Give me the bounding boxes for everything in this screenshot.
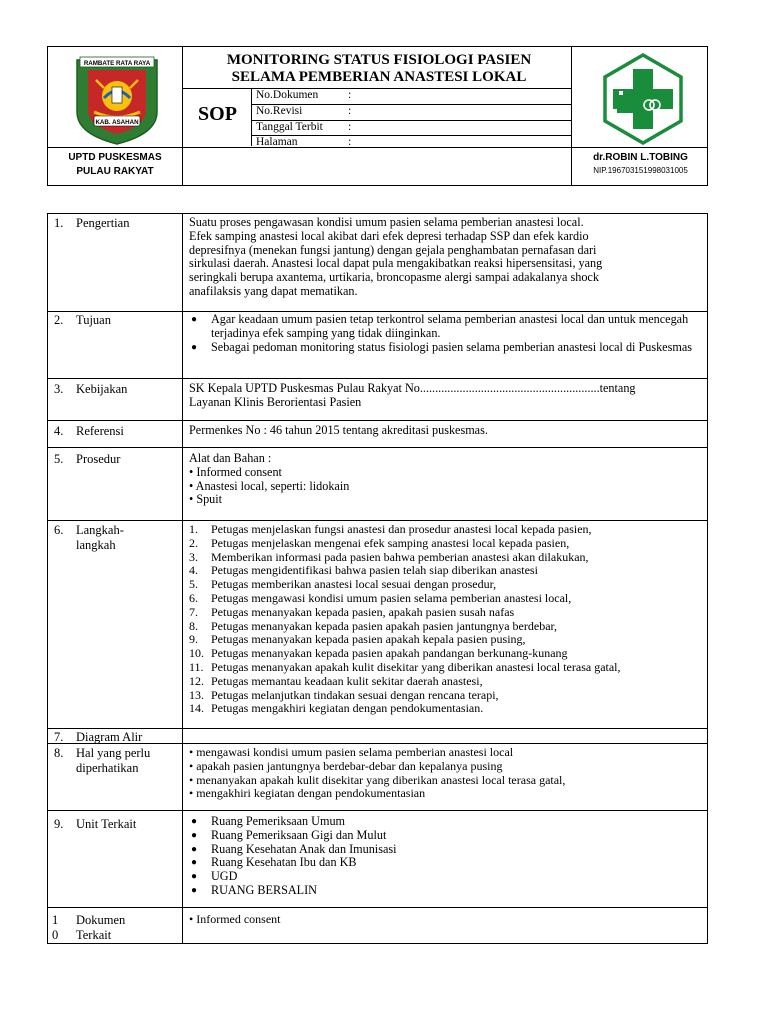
section-title: Tujuan xyxy=(76,313,111,327)
section-label-langkah xyxy=(54,523,180,552)
sop-body-table xyxy=(47,213,708,944)
bullet-item xyxy=(189,856,705,870)
section-title: Referensi xyxy=(76,424,124,438)
meta-key: Halaman xyxy=(256,136,298,148)
list-item: • menanyakan apakah kulit disekitar yang diberikan anastesi local terasa gatal, xyxy=(189,772,566,787)
sop-label: SOP xyxy=(198,103,237,125)
bullet-icon: ● xyxy=(191,816,198,827)
bullet-text: Ruang Pemeriksaan Umum xyxy=(211,814,346,828)
section-number: 8. xyxy=(54,746,64,760)
bullet-text: Ruang Pemeriksaan Gigi dan Mulut xyxy=(211,827,387,842)
section-content-hal-diperhatikan xyxy=(189,746,705,801)
section-number: 6. xyxy=(54,523,64,537)
bullet-text: Sebagai pedoman monitoring status fisiologi pasien selama pemberian anastesi local di Puskesmas xyxy=(211,339,692,354)
svg-text:KAB. ASAHAN: KAB. ASAHAN xyxy=(95,119,139,126)
number-line: 0 xyxy=(52,928,59,942)
meta-value: : xyxy=(348,136,352,148)
kabupaten-asahan-emblem-icon xyxy=(74,54,160,146)
section-content-kebijakan xyxy=(189,382,705,410)
text-line: Efek samping anastesi local akibat dari efek depresi terhadap SSP dan efek kardio xyxy=(189,228,589,243)
step-item: 13. Petugas melanjutkan tindakan sesuai dengan rencana terapi, xyxy=(189,687,499,702)
section-number: 1. xyxy=(54,216,64,230)
number-line: 1 xyxy=(52,913,59,927)
meta-value: : xyxy=(348,121,352,133)
step-item: 10. Petugas menanyakan kepada pasien apakah pandangan berkunang-kunang xyxy=(189,646,568,661)
bullet-text: RUANG BERSALIN xyxy=(211,882,317,897)
step-item: 1. Petugas menjelaskan fungsi anastesi dan prosedur anastesi local kepada pasien, xyxy=(189,522,592,536)
step-text: Petugas menanyakan apakah kulit disekitar yang diberikan anastesi local terasa gatal, xyxy=(211,659,621,674)
bullet-item xyxy=(189,341,705,355)
section-title: Kebijakan xyxy=(76,382,128,396)
text-line: SK Kepala UPTD Puskesmas Pulau Rakyat No...........................................................tentang xyxy=(189,381,636,395)
bullet-icon: ● xyxy=(191,857,198,869)
bullet-item xyxy=(189,829,705,843)
bullet-item xyxy=(189,313,705,341)
step-item: 4. Petugas mengidentifikasi bahwa pasien telah siap diberikan anastesi xyxy=(189,563,538,578)
label-line: Terkait xyxy=(76,928,112,942)
meta-value: : xyxy=(348,89,352,101)
bullet-text: Ruang Kesehatan Ibu dan KB xyxy=(211,855,357,870)
sop-header-table xyxy=(47,46,708,186)
row-divider xyxy=(48,378,707,379)
label-line: Hal yang perlu xyxy=(76,746,151,760)
row-divider xyxy=(48,728,707,729)
section-title: Pengertian xyxy=(76,216,130,230)
step-text: Petugas mengakhiri kegiatan dengan pendokumentasian. xyxy=(211,701,484,716)
organization-name xyxy=(48,151,182,179)
section-content-unit-terkait xyxy=(189,815,705,898)
bullet-icon: ● xyxy=(191,341,198,353)
section-content-pengertian xyxy=(189,216,705,299)
section-title xyxy=(76,913,180,943)
signatory-nip: NIP.196703151998031005 xyxy=(593,166,688,175)
list-item: • Anastesi local, seperti: lidokain xyxy=(189,478,350,493)
bullet-item xyxy=(189,843,705,857)
bullet-text: Agar keadaan umum pasien tetap terkontrol selama pemberian anastesi local dan untuk mencegah terjadinya efek samping yang tidak diinginkan. xyxy=(211,312,689,340)
step-text: Petugas menanyakan kepada pasien apakah kepala pasien pusing, xyxy=(211,632,526,647)
text-line: Alat dan Bahan : xyxy=(189,451,272,465)
meta-row-no-dokumen xyxy=(253,88,571,104)
section-number: 9. xyxy=(54,817,64,831)
section-content-dokumen-terkait xyxy=(189,913,705,927)
document-title xyxy=(184,52,574,86)
section-label-pengertian xyxy=(54,216,180,231)
list-item: • Informed consent xyxy=(189,464,282,479)
text-line: depresifnya (menekan fungsi jantung) dengan gejala penghambatan pernafasan dari xyxy=(189,242,597,257)
step-text: Petugas menjelaskan mengenai efek samping anastesi local kepada pasien, xyxy=(211,535,570,550)
step-item: 8. Petugas menanyakan kepada pasien apakah pasien jantungnya berdebar, xyxy=(189,618,558,633)
section-content-prosedur xyxy=(189,452,705,507)
step-text: Petugas menanyakan kepada pasien apakah pasien jantungnya berdebar, xyxy=(211,618,558,633)
section-number: 7. xyxy=(54,730,64,744)
signatory-name: dr.ROBIN L.TOBING xyxy=(593,152,688,163)
step-text: Memberikan informasi pada pasien bahwa pemberian anastesi akan dilakukan, xyxy=(211,549,589,564)
step-text: Petugas mengawasi kondisi umum pasien selama pemberian anastesi local, xyxy=(211,590,572,605)
section-label-prosedur xyxy=(54,452,180,467)
section-label-kebijakan xyxy=(54,382,180,397)
section-number: 5. xyxy=(54,452,64,466)
row-divider xyxy=(48,420,707,421)
step-text: Petugas memantau keadaan kulit sekitar daerah anastesi, xyxy=(211,673,483,688)
puskesmas-cross-logo-icon xyxy=(597,53,689,145)
bullet-icon: ● xyxy=(191,871,198,883)
label-line: langkah xyxy=(76,537,116,552)
section-title xyxy=(76,746,180,775)
section-label-referensi xyxy=(54,424,180,439)
list-item: • mengakhiri kegiatan dengan pendokumentasian xyxy=(189,786,426,801)
header-divider xyxy=(182,47,183,185)
header-divider xyxy=(251,88,252,146)
section-title: Diagram Alir xyxy=(76,730,143,744)
text-line: Permenkes No : 46 tahun 2015 tentang akreditasi puskesmas. xyxy=(189,423,488,437)
title-line: MONITORING STATUS FISIOLOGI PASIEN xyxy=(226,52,532,68)
section-label-hal-diperhatikan xyxy=(54,746,180,775)
label-line: Dokumen xyxy=(76,913,126,927)
section-label-unit-terkait xyxy=(54,817,180,832)
text-line: seringkali berupa axantema, urtikaria, broncopasme alergi sampai adakalanya shock xyxy=(189,270,599,285)
step-item: 11. Petugas menanyakan apakah kulit disekitar yang diberikan anastesi local terasa gatal, xyxy=(189,659,621,674)
step-text: Petugas memberikan anastesi local sesuai dengan prosedur, xyxy=(211,577,497,592)
bullet-icon: ● xyxy=(191,884,198,896)
label-line: Langkah- xyxy=(76,523,124,537)
list-item: • apakah pasien jantungnya berdebar-debar dan kepalanya pusing xyxy=(189,758,503,773)
section-label-diagram-alir xyxy=(54,730,180,745)
step-item: 7. Petugas menanyakan kepada pasien, apakah pasien susah nafas xyxy=(189,604,515,619)
text-line: anafilaksis yang dapat mematikan. xyxy=(189,283,358,298)
bullet-item xyxy=(189,870,705,884)
meta-value: : xyxy=(348,105,352,117)
section-content-referensi xyxy=(189,424,705,438)
bullet-text: Ruang Kesehatan Anak dan Imunisasi xyxy=(211,841,397,856)
section-label-dokumen-terkait xyxy=(52,913,178,943)
section-number xyxy=(52,913,68,943)
section-title xyxy=(76,523,180,552)
text-line: sirkulasi daerah. Anastesi local dapat pula mengakibatkan reaksi hipersensitasi, yang xyxy=(189,256,603,271)
section-content-tujuan xyxy=(189,313,705,354)
meta-key: No.Revisi xyxy=(256,105,303,117)
section-content-langkah xyxy=(189,523,705,716)
list-item: • mengawasi kondisi umum pasien selama pemberian anastesi local xyxy=(189,745,514,759)
title-line: SELAMA PEMBERIAN ANASTESI LOKAL xyxy=(231,69,527,85)
row-divider xyxy=(48,447,707,448)
bullet-icon: ● xyxy=(191,314,198,325)
list-item: • Spuit xyxy=(189,492,223,507)
text-line: Layanan Klinis Berorientasi Pasien xyxy=(189,394,362,409)
bullet-icon: ● xyxy=(191,843,198,855)
step-item: 6. Petugas mengawasi kondisi umum pasien selama pemberian anastesi local, xyxy=(189,590,572,605)
step-item: 3. Memberikan informasi pada pasien bahwa pemberian anastesi akan dilakukan, xyxy=(189,549,589,564)
step-item: 14. Petugas mengakhiri kegiatan dengan pendokumentasian. xyxy=(189,701,484,716)
bullet-text: UGD xyxy=(211,869,238,884)
list-item: • Informed consent xyxy=(189,912,281,926)
bullet-item xyxy=(189,884,705,898)
section-title: Unit Terkait xyxy=(76,817,137,831)
org-name-line: UPTD PUSKESMAS xyxy=(68,152,162,163)
svg-text:RAMBATE RATA RAYA: RAMBATE RATA RAYA xyxy=(83,60,151,67)
row-divider xyxy=(48,907,707,908)
meta-key: No.Dokumen xyxy=(256,89,319,101)
step-item: 9. Petugas menanyakan kepada pasien apakah kepala pasien pusing, xyxy=(189,632,526,647)
step-text: Petugas melanjutkan tindakan sesuai dengan rencana terapi, xyxy=(211,687,499,702)
section-number: 2. xyxy=(54,313,64,327)
section-label-tujuan xyxy=(54,313,180,328)
bullet-item xyxy=(189,815,705,829)
step-item: 5. Petugas memberikan anastesi local sesuai dengan prosedur, xyxy=(189,577,497,592)
section-number: 4. xyxy=(54,424,64,438)
bullet-icon: ● xyxy=(191,829,198,841)
meta-key: Tanggal Terbit xyxy=(256,121,323,133)
column-divider xyxy=(182,214,183,943)
meta-row-no-revisi xyxy=(253,104,571,120)
step-text: Petugas menanyakan kepada pasien apakah pandangan berkunang-kunang xyxy=(211,646,568,661)
step-item: 12. Petugas memantau keadaan kulit sekitar daerah anastesi, xyxy=(189,673,483,688)
step-item: 2. Petugas menjelaskan mengenai efek samping anastesi local kepada pasien, xyxy=(189,535,570,550)
meta-row-tanggal-terbit xyxy=(253,120,571,136)
step-text: Petugas menjelaskan fungsi anastesi dan prosedur anastesi local kepada pasien, xyxy=(211,522,592,536)
section-number: 3. xyxy=(54,382,64,396)
label-line: diperhatikan xyxy=(76,760,139,775)
row-divider xyxy=(48,520,707,521)
meta-row-halaman xyxy=(253,135,571,151)
step-text: Petugas menanyakan kepada pasien, apakah pasien susah nafas xyxy=(211,604,515,619)
text-line: Suatu proses pengawasan kondisi umum pasien selama pemberian anastesi local. xyxy=(189,215,584,229)
step-text: Petugas mengidentifikasi bahwa pasien telah siap diberikan anastesi xyxy=(211,563,538,578)
row-divider xyxy=(48,810,707,811)
section-title: Prosedur xyxy=(76,452,121,466)
org-name-line: PULAU RAKYAT xyxy=(76,166,154,177)
